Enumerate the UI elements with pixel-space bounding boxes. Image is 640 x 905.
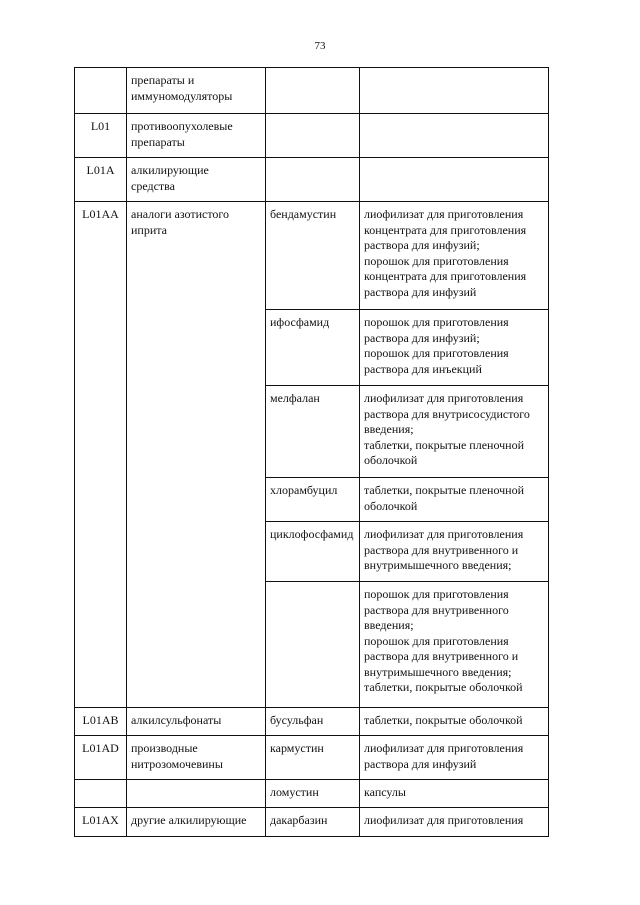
dosage-form-cell: лиофилизат для приготовления раствора для внутрисосудистого введения; таблетки, покрытые пленочной оболочкой (360, 386, 549, 478)
dosage-form-cell: лиофилизат для приготовления раствора для инфузий (360, 736, 549, 780)
drug-name-cell: циклофосфамид (266, 522, 360, 582)
atc-code-cell: L01AB (75, 708, 127, 736)
group-name-cell (127, 780, 266, 808)
drug-name-cell (266, 158, 360, 202)
table-row (75, 158, 549, 202)
table-row (75, 114, 549, 158)
dosage-form-cell: лиофилизат для приготовления раствора для внутривенного и внутримышечного введения; (360, 522, 549, 582)
dosage-form-cell (360, 114, 549, 158)
page-number: 73 (314, 40, 326, 52)
drug-name-cell (266, 582, 360, 708)
group-name-cell: противоопухолевые препараты (127, 114, 266, 158)
group-name-cell: препараты и иммуномодуляторы (127, 68, 266, 114)
group-name-cell: другие алкилирующие (127, 808, 266, 837)
drug-name-cell: ифосфамид (266, 310, 360, 386)
table-row (75, 808, 549, 837)
table-row (75, 708, 549, 736)
atc-code-cell: L01AX (75, 808, 127, 837)
dosage-form-cell: таблетки, покрытые оболочкой (360, 708, 549, 736)
drug-name-cell: хлорамбуцил (266, 478, 360, 522)
dosage-form-cell: таблетки, покрытые пленочной оболочкой (360, 478, 549, 522)
atc-code-cell: L01 (75, 114, 127, 158)
drug-name-cell (266, 68, 360, 114)
table-row (75, 780, 549, 808)
table-row (75, 202, 549, 310)
atc-code-cell (75, 68, 127, 114)
dosage-form-cell (360, 158, 549, 202)
dosage-form-cell: порошок для приготовления раствора для внутривенного введения; порошок для приготовления раствора для внутривенного и внутримышечного введения; таблетки, покрытые оболочкой (360, 582, 549, 708)
group-name-cell: производные нитрозомочевины (127, 736, 266, 780)
drug-name-cell: бусульфан (266, 708, 360, 736)
dosage-form-cell: лиофилизат для приготовления концентрата для приготовления раствора для инфузий; порошок для приготовления концентрата для приготовления раствора для инфузий (360, 202, 549, 310)
drug-name-cell (266, 114, 360, 158)
dosage-form-cell: капсулы (360, 780, 549, 808)
drug-table (74, 67, 549, 837)
atc-code-cell: L01A (75, 158, 127, 202)
dosage-form-cell (360, 68, 549, 114)
table-row (75, 68, 549, 114)
table-row (75, 736, 549, 780)
drug-name-cell: мелфалан (266, 386, 360, 478)
atc-code-cell: L01AA (75, 202, 127, 708)
dosage-form-cell: порошок для приготовления раствора для инфузий; порошок для приготовления раствора для инъекций (360, 310, 549, 386)
group-name-cell: алкилирующие средства (127, 158, 266, 202)
atc-code-cell: L01AD (75, 736, 127, 780)
drug-name-cell: ломустин (266, 780, 360, 808)
group-name-cell: аналоги азотистого иприта (127, 202, 266, 708)
dosage-form-cell: лиофилизат для приготовления (360, 808, 549, 837)
group-name-cell: алкилсульфонаты (127, 708, 266, 736)
drug-name-cell: кармустин (266, 736, 360, 780)
atc-code-cell (75, 780, 127, 808)
drug-name-cell: бендамустин (266, 202, 360, 310)
drug-name-cell: дакарбазин (266, 808, 360, 837)
